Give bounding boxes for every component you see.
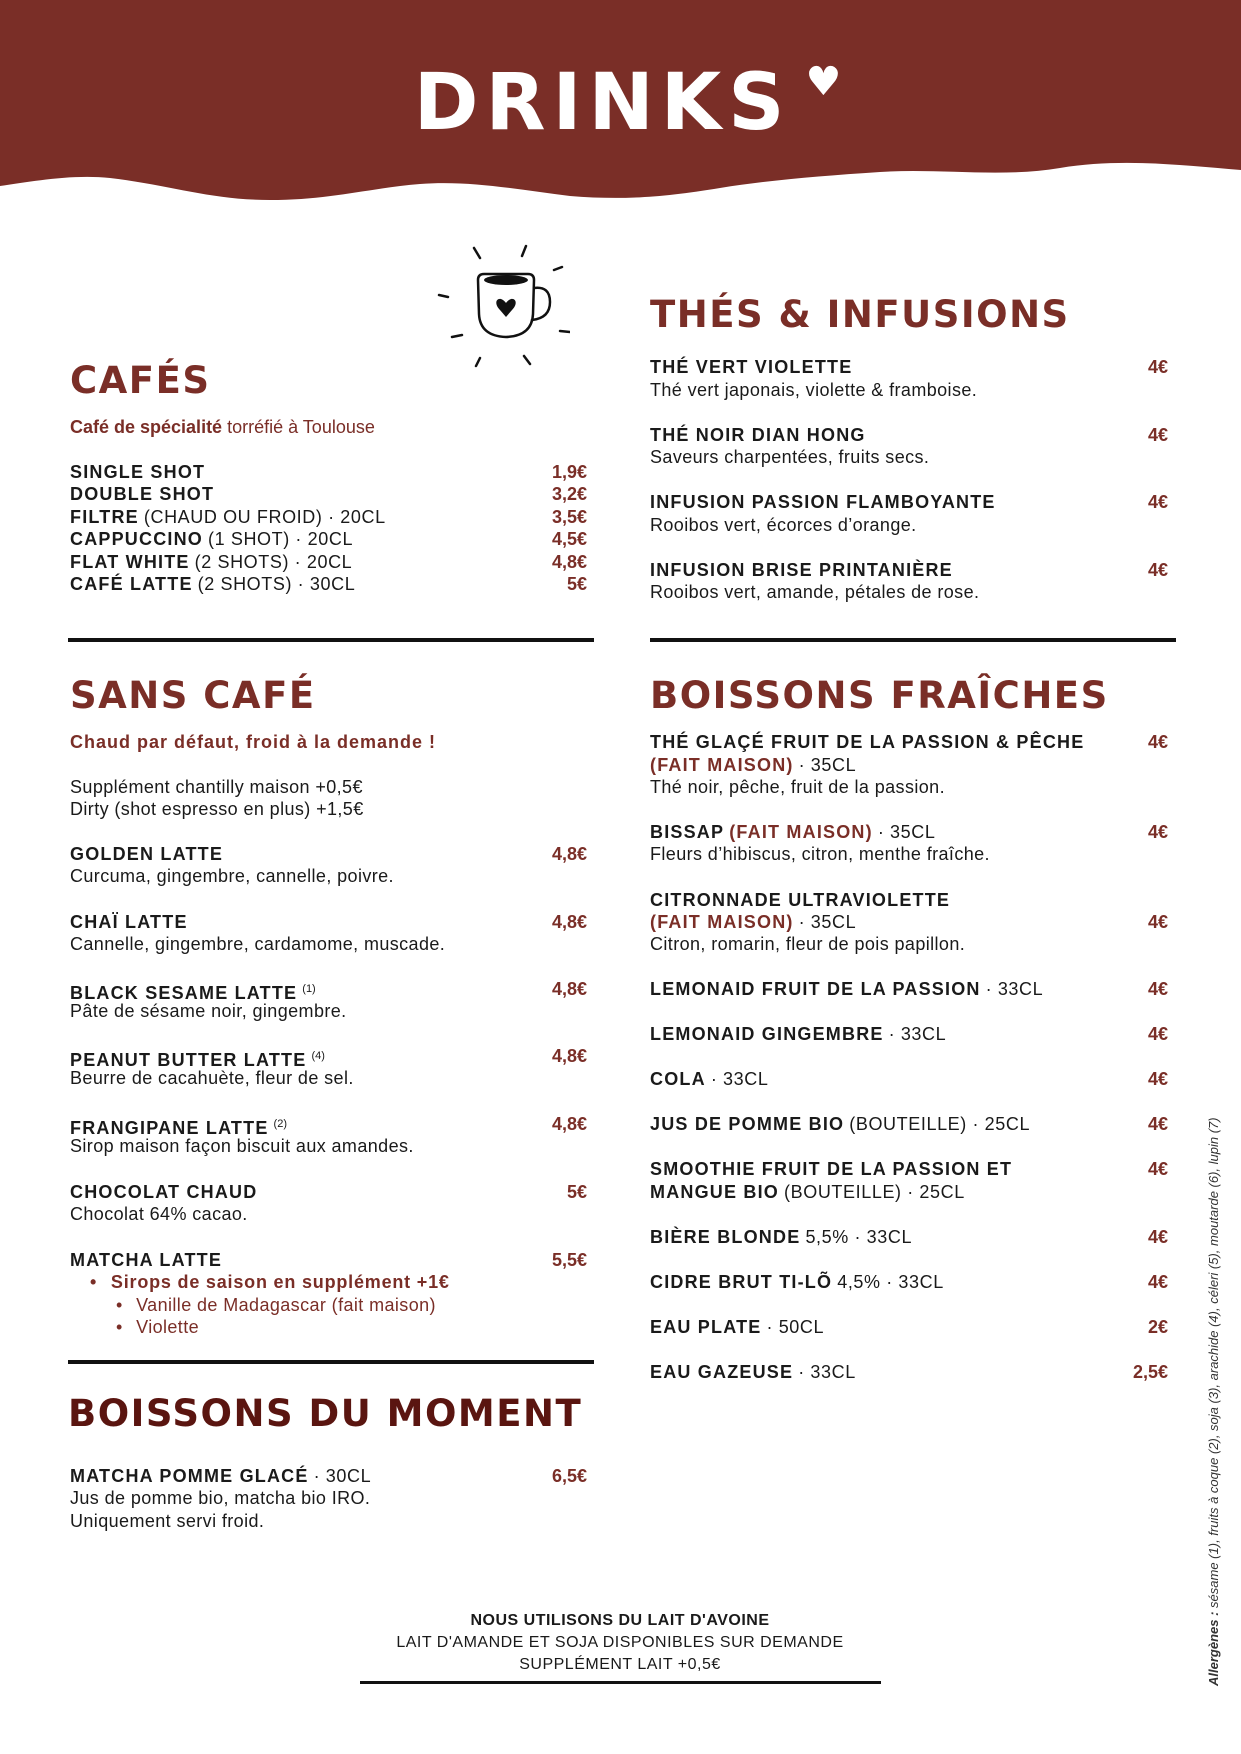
menu-item: LEMONAID FRUIT DE LA PASSION · 33CL (650, 979, 1044, 999)
menu-item: CIDRE BRUT TI-LÕ 4,5% · 33CL (650, 1272, 944, 1292)
section-cafes-heading: CAFÉS (70, 359, 211, 402)
menu-item: PEANUT BUTTER LATTE $^{(4)}$ (70, 1050, 325, 1070)
price: 2€ (1147, 1317, 1168, 1337)
menu-item: SMOOTHIE FRUIT DE LA PASSION ET (650, 1159, 1013, 1179)
menu-item: EAU GAZEUSE · 33CL (650, 1362, 856, 1382)
price: 4€ (1147, 1272, 1168, 1292)
sans-cafe-subtitle: Chaud par défaut, froid à la demande ! (70, 732, 437, 752)
menu-item: CHOCOLAT CHAUD (70, 1182, 258, 1202)
section-thes-heading: THÉS & INFUSIONS (650, 293, 1070, 336)
item-description: Sirop maison façon biscuit aux amandes. (70, 1136, 414, 1156)
price: 4€ (1147, 912, 1168, 932)
item-description: Thé noir, pêche, fruit de la passion. (650, 777, 945, 797)
section-moment-heading: BOISSONS DU MOMENT (68, 1392, 583, 1435)
divider (68, 638, 594, 642)
price: 4€ (1147, 357, 1168, 377)
cafes-subtitle: Café de spécialité torréfié à Toulouse (70, 417, 375, 437)
menu-item: JUS DE POMME BIO (BOUTEILLE) · 25CL (650, 1114, 1031, 1134)
item-description: Rooibos vert, écorces d’orange. (650, 515, 917, 535)
item-description: Thé vert japonais, violette & framboise. (650, 380, 978, 400)
menu-item: CITRONNADE ULTRAVIOLETTE (650, 890, 951, 910)
page-title: DRINKS ♥ (413, 58, 842, 148)
menu-item: BLACK SESAME LATTE $^{(1)}$ (70, 983, 316, 1003)
item-description: Citron, romarin, fleur de pois papillon. (650, 934, 966, 954)
price: 5,5€ (551, 1250, 587, 1270)
syrup-option: • Vanille de Madagascar (fait maison) (116, 1295, 436, 1315)
menu-item: MANGUE BIO (BOUTEILLE) · 25CL (650, 1182, 965, 1202)
coffee-cup-heart-icon (436, 240, 570, 370)
price: 4€ (1147, 1114, 1168, 1134)
menu-item: FRANGIPANE LATTE $^{(2)}$ (70, 1118, 287, 1138)
menu-item: GOLDEN LATTE (70, 844, 224, 864)
item-description: Uniquement servi froid. (70, 1511, 265, 1531)
menu-item: DOUBLE SHOT (70, 484, 215, 504)
price: 5€ (566, 574, 587, 594)
price: 4€ (1147, 425, 1168, 445)
menu-item: SINGLE SHOT (70, 462, 206, 482)
menu-item: THÉ VERT VIOLETTE (650, 357, 853, 377)
menu-item: THÉ GLAÇÉ FRUIT DE LA PASSION & PÊCHE (650, 732, 1085, 752)
menu-item: CAPPUCCINO (1 SHOT) · 20CL (70, 529, 354, 549)
price: 2,5€ (1132, 1362, 1168, 1382)
price: 3,5€ (551, 507, 587, 527)
price: 4,8€ (551, 1046, 587, 1066)
item-tag: (FAIT MAISON) · 35CL (650, 912, 857, 932)
price: 4€ (1147, 560, 1168, 580)
price: 4,8€ (551, 979, 587, 999)
menu-item: BIÈRE BLONDE 5,5% · 33CL (650, 1227, 913, 1247)
item-description: Rooibos vert, amande, pétales de rose. (650, 582, 980, 602)
footer-line: LAIT D'AMANDE ET SOJA DISPONIBLES SUR DEMANDE (396, 1634, 844, 1651)
footer-line: NOUS UTILISONS DU LAIT D'AVOINE (470, 1612, 770, 1629)
menu-item: INFUSION BRISE PRINTANIÈRE (650, 560, 953, 580)
section-fraiches-heading: BOISSONS FRAÎCHES (650, 674, 1109, 717)
menu-item: LEMONAID GINGEMBRE · 33CL (650, 1024, 947, 1044)
footer-divider (360, 1681, 881, 1684)
price: 4€ (1147, 979, 1168, 999)
item-description: Cannelle, gingembre, cardamome, muscade. (70, 934, 446, 954)
footer-note (340, 1610, 900, 1676)
section-sans-cafe-heading: SANS CAFÉ (70, 674, 316, 717)
item-description: Chocolat 64% cacao. (70, 1204, 248, 1224)
footer-line: SUPPLÉMENT LAIT +0,5€ (519, 1656, 721, 1673)
price: 4€ (1147, 822, 1168, 842)
price: 4€ (1147, 732, 1168, 752)
item-description: Pâte de sésame noir, gingembre. (70, 1001, 347, 1021)
price: 6,5€ (551, 1466, 587, 1486)
syrup-option: • Violette (116, 1317, 200, 1337)
menu-item: FILTRE (CHAUD OU FROID) · 20CL (70, 507, 386, 527)
item-description: Beurre de cacahuète, fleur de sel. (70, 1068, 354, 1088)
supplement-text: Supplément chantilly maison +0,5€ (70, 777, 363, 797)
price: 4€ (1147, 1159, 1168, 1179)
price: 1,9€ (551, 462, 587, 482)
price: 4,8€ (551, 552, 587, 572)
price: 3,2€ (551, 484, 587, 504)
item-description: Saveurs charpentées, fruits secs. (650, 447, 930, 467)
menu-item: BISSAP (FAIT MAISON) · 35CL (650, 822, 936, 842)
price: 4€ (1147, 1069, 1168, 1089)
price: 4€ (1147, 1024, 1168, 1044)
menu-item: THÉ NOIR DIAN HONG (650, 425, 866, 445)
price: 4,8€ (551, 844, 587, 864)
heart-icon: ♥ (805, 59, 842, 105)
menu-item: CAFÉ LATTE (2 SHOTS) · 30CL (70, 574, 356, 594)
supplement-text: Dirty (shot espresso en plus) +1,5€ (70, 799, 364, 819)
price: 4,8€ (551, 1114, 587, 1134)
price: 4€ (1147, 1227, 1168, 1247)
price: 4,8€ (551, 912, 587, 932)
menu-item: COLA · 33CL (650, 1069, 769, 1089)
menu-item: EAU PLATE · 50CL (650, 1317, 825, 1337)
syrups-title: • Sirops de saison en supplément +1€ (90, 1272, 450, 1292)
menu-item: MATCHA LATTE (70, 1250, 223, 1270)
price: 4€ (1147, 492, 1168, 512)
price: 5€ (566, 1182, 587, 1202)
item-description: Fleurs d’hibiscus, citron, menthe fraîche. (650, 844, 990, 864)
menu-item: MATCHA POMME GLACÉ · 30CL (70, 1466, 372, 1486)
divider (68, 1360, 594, 1364)
menu-item: INFUSION PASSION FLAMBOYANTE (650, 492, 996, 512)
menu-item: FLAT WHITE (2 SHOTS) · 20CL (70, 552, 353, 572)
item-description: Jus de pomme bio, matcha bio IRO. (70, 1488, 371, 1508)
divider (650, 638, 1176, 642)
item-tag: (FAIT MAISON) · 35CL (650, 755, 857, 775)
item-description: Curcuma, gingembre, cannelle, poivre. (70, 866, 394, 886)
price: 4,5€ (551, 529, 587, 549)
menu-item: CHAÏ LATTE (70, 912, 188, 932)
allergens-note: Allergènes : sésame (1), fruits à coque (2), soja (3), arachide (4), céleri (5), moutarde (6), lupin (7) (1206, 1117, 1221, 1686)
